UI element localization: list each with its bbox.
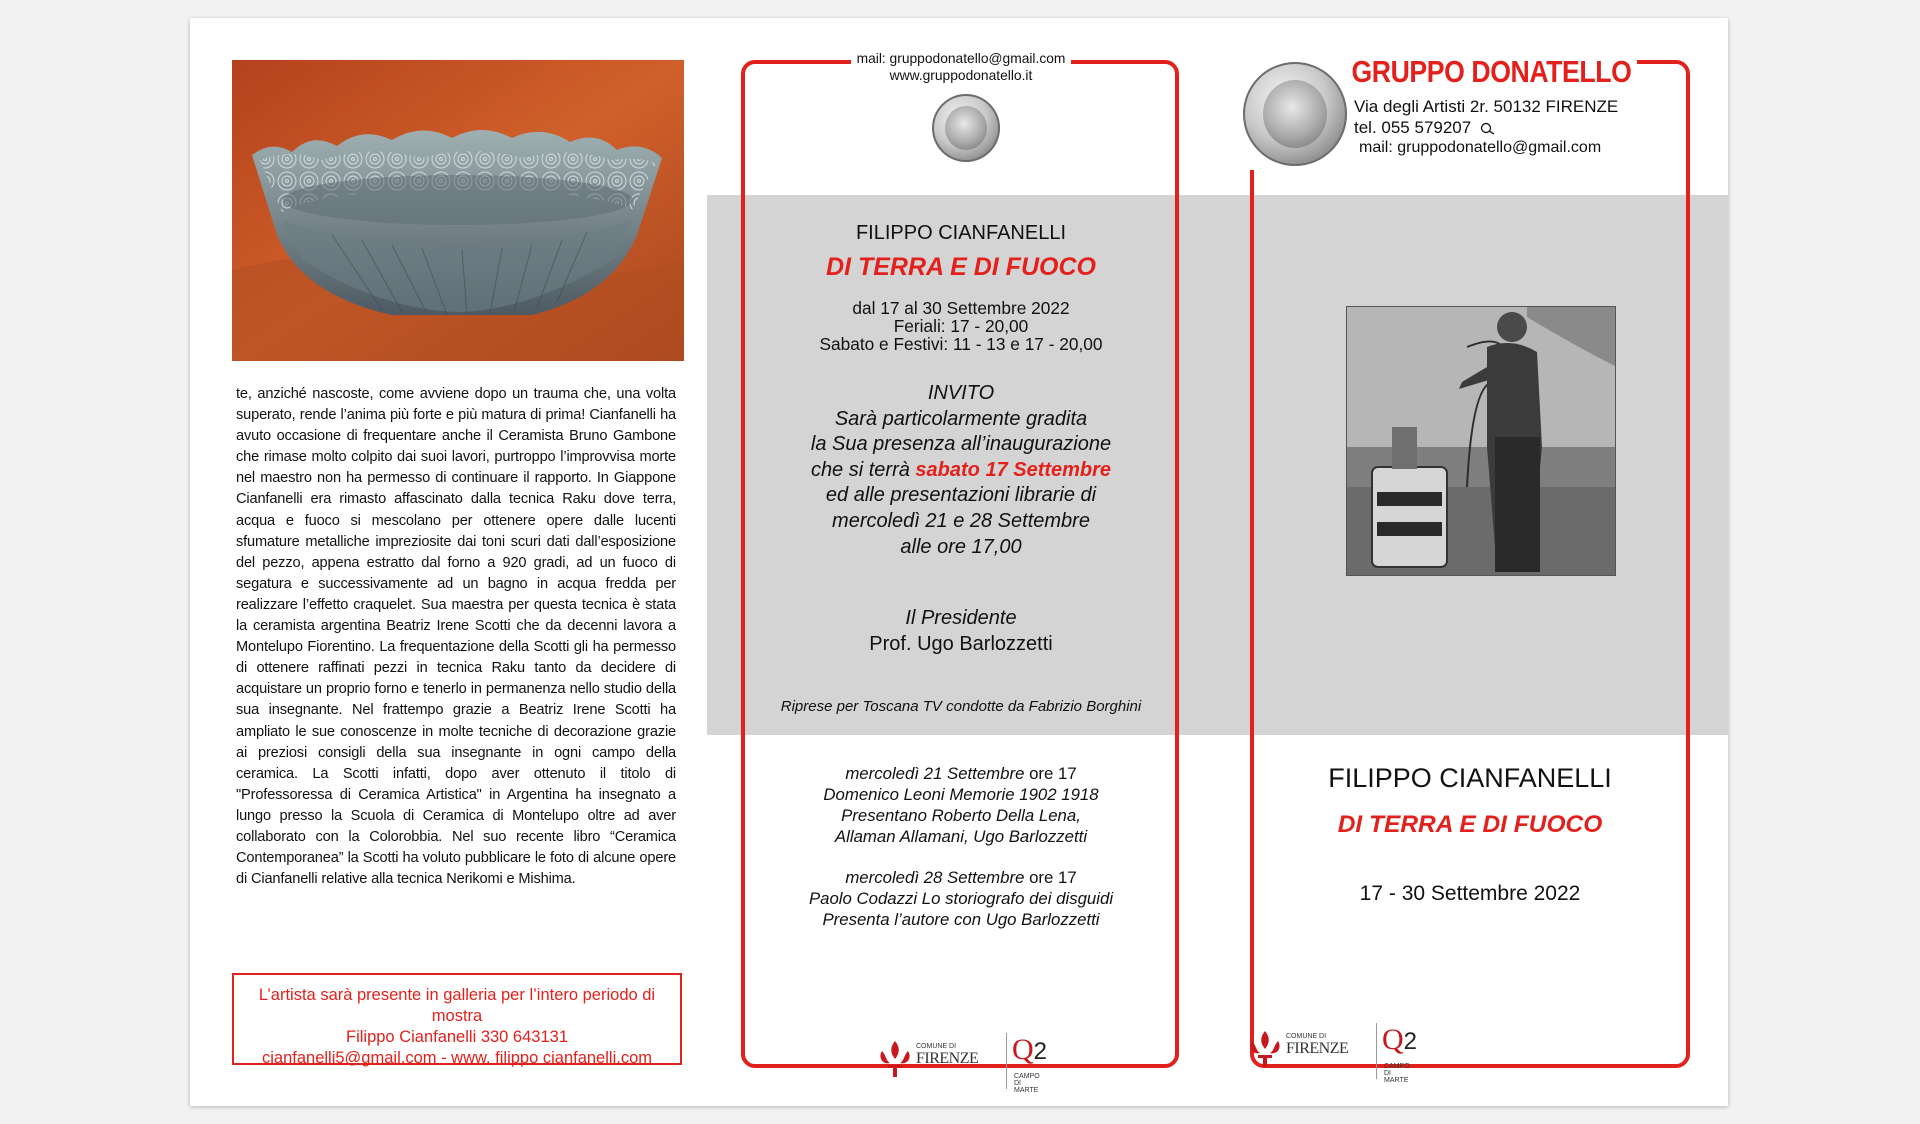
invito-line: mercoledì 21 e 28 Settembre	[832, 509, 1090, 532]
comune-big: FIRENZE	[1286, 1040, 1349, 1057]
comune-name	[916, 1043, 978, 1067]
contact-email-web: cianfanelli5@gmail.com - www. filippo cianfanelli.com	[262, 1049, 652, 1067]
comune-small: COMUNE DI	[1286, 1033, 1327, 1040]
artist-biography: te, anziché nascoste, come avviene dopo un trauma che, una volta superato, rende l’anima più forte e più matura di prima! Cianfanelli ha avuto occasione di frequentare anche il Ceramista Bruno Gambone che rimase molto colpito dai suoi lavori, purtroppo l’improvvisa morte nel maestro non ha permesso di continuare il rapporto. In Giappone Cianfanelli era rimasto affascinato dalla tecnica Raku dove terra, acqua e fuoco si mescolano per ottenere opere dalle lucenti sfumature metalliche impreziosite dai toni scuri dati dall’esposizione del pezzo, appena estratto dal forno a 920 gradi, ad un fuoco di segatura e successivamente ad un bagno in acqua fredda per realizzare l’effetto craquelet. Sua maestra per questa tecnica è stata la ceramista argentina Beatriz Irene Scotti che da decenni lavora a Montelupo Fiorentino. La frequentazione della Scotti gli ha permesso di ottenere raffinati pezzi in tecnica Raku tanto da decidere di acquistare un proprio forno e tenerlo in permanenza nello studio della sua insegnante. Nel frattempo grazie a Beatriz Irene Scotti ha ampliato le sue conoscenze in molte tecniche di decorazione grazie ai preziosi consigli della sua insegnante in ogni campo della ceramica. La Scotti infatti, dopo aver ottenuto il titolo di "Professoressa di Ceramica Artistica" in Argentina ha insegnato a lungo presso la Scuola di Ceramica di Montelupo oltre ad aver collaborato con la Colorobbia. Nel suo recente libro “Ceramica Contemporanea” la Scotti ha voluto pubblicare le foto di alcune opere di Cianfanelli relative alla tecnica Nerikomi e Mishima.	[236, 386, 676, 888]
fleur-de-lis-icon	[878, 1039, 912, 1079]
bowl-photo	[232, 60, 684, 361]
holiday-hours: Sabato e Festivi: 11 - 13 e 17 - 20,00	[819, 334, 1103, 354]
middle-schedule	[691, 299, 1231, 353]
phone-line	[1354, 118, 1618, 139]
association-mail: mail: gruppodonatello@gmail.com	[1359, 139, 1602, 156]
middle-exhibition-title: DI TERRA E DI FUOCO	[826, 253, 1096, 281]
invitation-text	[691, 381, 1231, 560]
contact-phone: Filippo Cianfanelli 330 643131	[346, 1028, 568, 1046]
inauguration-date: sabato 17 Settembre	[915, 458, 1112, 481]
quartiere-logo	[1012, 1033, 1047, 1067]
phone-number: tel. 055 579207	[1354, 117, 1472, 137]
event-presenters: Presentano Roberto Della Lena,	[841, 806, 1081, 825]
president-name: Prof. Ugo Barlozzetti	[869, 633, 1053, 655]
middle-artist-name: FILIPPO CIANFANELLI	[855, 222, 1067, 244]
right-exhibition-title: DI TERRA E DI FUOCO	[1337, 811, 1603, 838]
tv-credit: Riprese per Toscana TV condotte da Fabrizio Borghini	[780, 698, 1142, 715]
event1-when	[691, 763, 1231, 784]
event-date: mercoledì 21 Settembre	[845, 764, 1025, 783]
quartiere-sub: CAMPO DI MARTE	[1384, 1063, 1410, 1084]
fleur-de-lis-icon	[1248, 1029, 1282, 1069]
donatello-medal-small	[932, 94, 1000, 162]
artist-contact-box	[232, 973, 682, 1065]
president-role: Il Presidente	[905, 607, 1017, 629]
association-address	[1354, 97, 1618, 159]
donatello-medal-large	[1243, 62, 1347, 166]
invito-heading: INVITO	[927, 382, 995, 404]
president-signature	[691, 605, 1231, 657]
street-address: Via degli Artisti 2r. 50132 FIRENZE	[1354, 97, 1619, 116]
phone-icon	[1480, 121, 1496, 135]
brand-name: GRUPPO DONATELLO	[1348, 54, 1637, 90]
q-number: 2	[1403, 1028, 1418, 1055]
event-date: mercoledì 28 Settembre	[845, 868, 1025, 887]
event-book: Domenico Leoni Memorie 1902 1918	[823, 785, 1099, 804]
invito-line-date	[691, 458, 1231, 484]
invito-line: alle ore 17,00	[900, 535, 1022, 558]
invito-line: che si terrà	[810, 458, 916, 481]
middle-header	[691, 50, 1231, 84]
contact-presence: L’artista sarà presente in galleria per l’intero periodo di mostra	[258, 986, 656, 1025]
q-letter: Q	[1012, 1033, 1034, 1066]
comune-name	[1286, 1033, 1348, 1057]
invito-line: la Sua presenza all’inaugurazione	[810, 433, 1112, 456]
right-exhibition-dates: 17 - 30 Settembre 2022	[1359, 882, 1581, 905]
q-letter: Q	[1382, 1023, 1404, 1056]
event-book: Paolo Codazzi Lo storiografo dei disguidi	[808, 889, 1114, 908]
middle-mail: mail: gruppodonatello@gmail.com	[851, 51, 1072, 66]
right-artist-name: FILIPPO CIANFANELLI	[1328, 763, 1612, 793]
quartiere-logo	[1382, 1023, 1417, 1057]
comune-big: FIRENZE	[916, 1050, 979, 1067]
artist-photo	[1346, 306, 1616, 576]
comune-small: COMUNE DI	[916, 1043, 957, 1050]
event2-when	[691, 867, 1231, 888]
q-number: 2	[1033, 1038, 1048, 1065]
invito-line: ed alle presentazioni librarie di	[825, 484, 1097, 507]
exhibition-dates: dal 17 al 30 Settembre 2022	[852, 298, 1070, 318]
event-presenters: Allaman Allamani, Ugo Barlozzetti	[834, 827, 1088, 846]
invito-line: Sarà particolarmente gradita	[834, 407, 1088, 430]
event-presenters: Presenta l’autore con Ugo Barlozzetti	[822, 910, 1100, 929]
event-time: ore 17	[1024, 764, 1077, 783]
middle-web: www.gruppodonatello.it	[884, 68, 1039, 83]
quartiere-sub: CAMPO DI MARTE	[1014, 1073, 1040, 1094]
event-time: ore 17	[1024, 868, 1077, 887]
weekday-hours: Feriali: 17 - 20,00	[893, 316, 1029, 336]
book-presentations	[691, 763, 1231, 930]
